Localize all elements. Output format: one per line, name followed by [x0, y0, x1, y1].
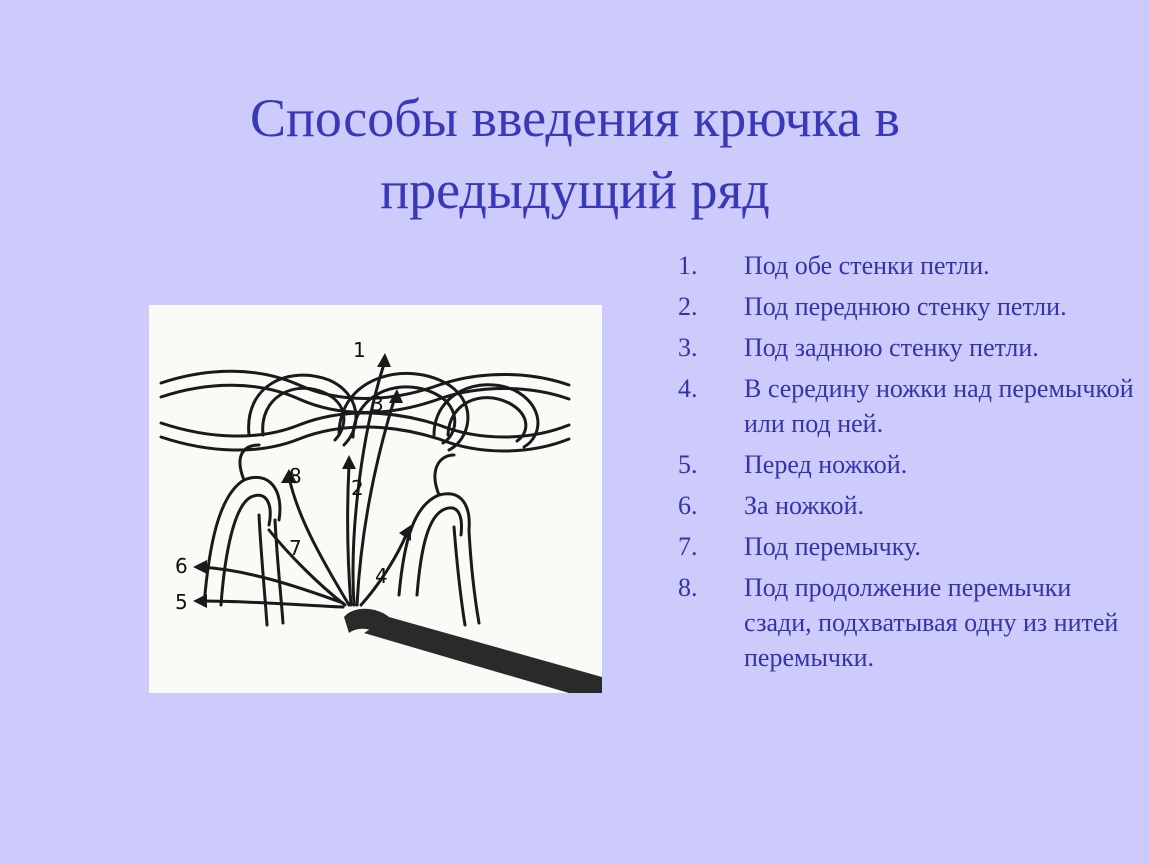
arrow-6	[193, 560, 207, 574]
list-item-number: 3.	[678, 333, 698, 362]
slide-title	[0, 82, 1150, 226]
list-item-number: 4.	[678, 374, 698, 403]
label-7: 7	[289, 536, 302, 560]
title-line-1: Способы введения крючка в	[249, 88, 901, 148]
arrow-1	[377, 353, 391, 367]
list-item	[678, 330, 1138, 365]
label-4: 4	[375, 564, 388, 588]
list-item	[678, 248, 1138, 283]
list-item-number: 8.	[678, 573, 698, 602]
label-8: 8	[289, 464, 302, 488]
label-2: 2	[351, 476, 364, 500]
arrow-2	[342, 455, 356, 469]
chain-loop-right-inner	[448, 398, 526, 441]
label-3: 3	[371, 392, 384, 416]
title-line-2: предыдущий ряд	[380, 160, 770, 220]
label-5: 5	[175, 590, 188, 614]
list-item-text: Под продолжение перемычки сзади, подхватывая одну из нитей перемычки.	[744, 573, 1119, 672]
list-item	[678, 371, 1138, 441]
right-post-leg	[454, 527, 465, 625]
methods-list	[678, 248, 1138, 681]
crochet-hook	[344, 609, 602, 693]
right-post-strand	[435, 455, 454, 495]
list-item	[678, 570, 1138, 675]
list-item-text: Перед ножкой.	[744, 450, 908, 479]
right-post-leg-2	[469, 531, 479, 623]
arrow-5	[193, 594, 207, 608]
list-item	[678, 289, 1138, 324]
left-post-outer	[204, 477, 280, 605]
label-1: 1	[353, 338, 366, 362]
hook-shaft	[364, 617, 602, 693]
chain-strand-bottom	[161, 413, 569, 437]
list-item-number: 7.	[678, 532, 698, 561]
list-item-text: Под переднюю стенку петли.	[744, 292, 1067, 321]
list-item-number: 6.	[678, 491, 698, 520]
list-item-number: 2.	[678, 292, 698, 321]
list-item-number: 5.	[678, 450, 698, 479]
list-item	[678, 488, 1138, 523]
list-item-text: За ножкой.	[744, 491, 865, 520]
list-item-text: В середину ножки над перемычкой или под ней.	[744, 374, 1134, 438]
list-item	[678, 447, 1138, 482]
list-item-number: 1.	[678, 251, 698, 280]
left-post-leg-2	[275, 520, 283, 623]
crochet-diagram	[149, 305, 602, 693]
left-post-leg	[259, 515, 267, 625]
label-6: 6	[175, 554, 188, 578]
list-item-text: Под перемычку.	[744, 532, 921, 561]
hook-head	[344, 609, 389, 635]
list-item-text: Под заднюю стенку петли.	[744, 333, 1039, 362]
crochet-diagram-svg	[149, 305, 602, 693]
list-item	[678, 529, 1138, 564]
list-item-text: Под обе стенки петли.	[744, 251, 990, 280]
